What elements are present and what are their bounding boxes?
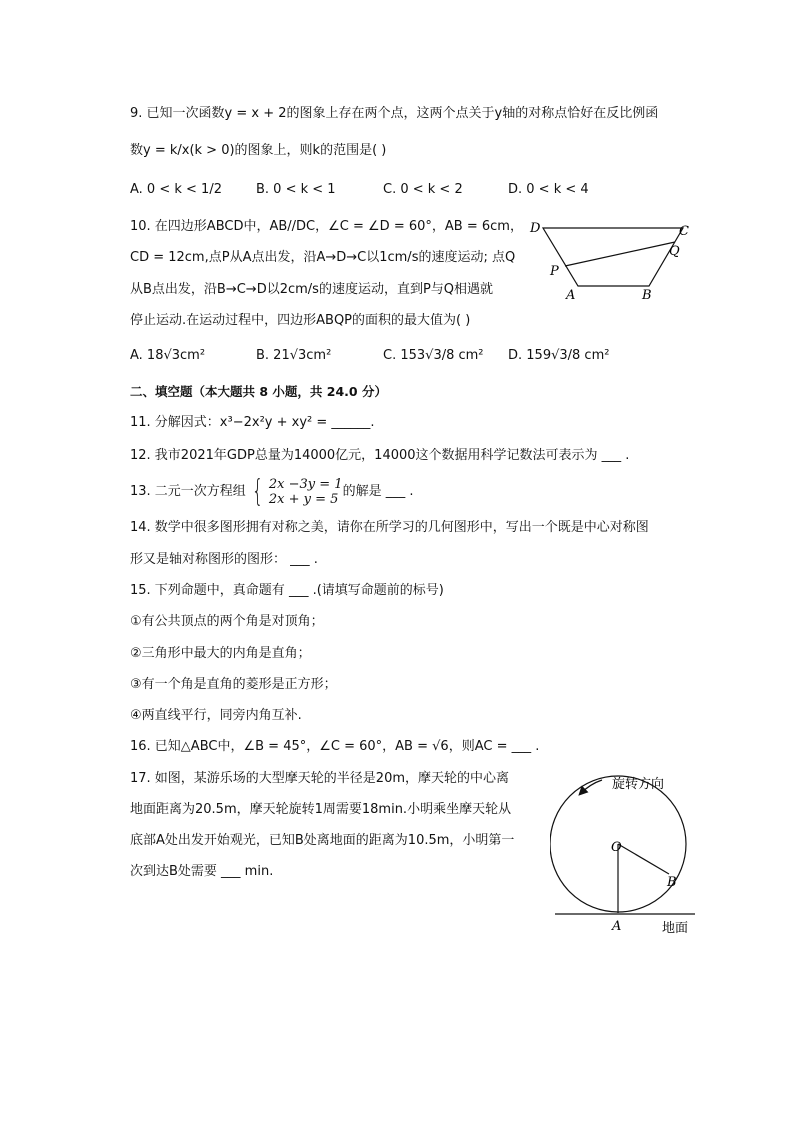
q9-option-c: C. 0 < k < 2	[383, 182, 463, 197]
q17-line1: 17. 如图，某游乐场的大型摩天轮的半径是20m，摩天轮的中心离	[130, 771, 510, 786]
q9-line1: 9. 已知一次函数y = x + 2的图象上存在两个点，这两个点关于y轴的对称点恰好在反比例函	[130, 106, 659, 121]
label-c: C	[679, 224, 689, 239]
q10-line4: 停止运动.在运动过程中，四边形ABQP的面积的最大值为( )	[130, 313, 471, 328]
label-b: B	[667, 875, 677, 890]
label-a: A	[612, 919, 622, 934]
q10-line1: 10. 在四边形ABCD中，AB//DC，∠C = ∠D = 60°，AB = 6cm，	[130, 219, 523, 234]
q14-line2: 形又是轴对称图形的图形： ___ .	[130, 552, 318, 567]
q15-item-4: ④两直线平行，同旁内角互补.	[130, 708, 302, 723]
label-q: Q	[669, 244, 680, 259]
q10-option-a: A. 18√3cm²	[130, 348, 206, 363]
q10-option-b: B. 21√3cm²	[256, 348, 332, 363]
q13-suffix: 的解是 ___ .	[342, 484, 414, 499]
section-2-header: 二、填空题（本大题共 8 小题，共 24.0 分）	[130, 384, 387, 399]
q15-item-1: ①有公共顶点的两个角是对顶角；	[130, 614, 324, 629]
q10-line2: CD = 12cm,点P从A点出发，沿A→D→C以1cm/s的速度运动; 点Q	[130, 250, 516, 265]
q15-item-3: ③有一个角是直角的菱形是正方形；	[130, 677, 337, 692]
label-a: A	[566, 288, 576, 303]
q15-item-2: ②三角形中最大的内角是直角；	[130, 646, 311, 661]
q13	[130, 474, 413, 510]
q10-option-c: C. 153√3/8 cm²	[383, 348, 484, 363]
q14-line1: 14. 数学中很多图形拥有对称之美，请你在所学习的几何图形中，写出一个既是中心对称图	[130, 520, 649, 535]
ferris-wheel-figure	[550, 770, 700, 938]
q10-line3: 从B点出发，沿B→C→D以2cm/s的速度运动，直到P与Q相遇就	[130, 282, 494, 297]
label-p: P	[550, 264, 559, 279]
ground-label: 地面	[662, 921, 689, 936]
q17-line2: 地面距离为20.5m，摩天轮旋转1周需要18min.小明乘坐摩天轮从	[130, 802, 512, 817]
q16: 16. 已知△ABC中，∠B = 45°，∠C = 60°，AB = √6，则AC = ___ .	[130, 739, 540, 754]
radius-ob	[618, 844, 669, 874]
label-d: D	[530, 221, 541, 236]
label-o: O	[611, 840, 622, 855]
trapezoid-figure	[525, 215, 700, 305]
q9-line2: 数y = k/x(k > 0)的图象上，则k的范围是( )	[130, 143, 387, 158]
q9-option-b: B. 0 < k < 1	[256, 182, 336, 197]
label-b: B	[642, 288, 652, 303]
q9-option-a: A. 0 < k < 1/2	[130, 182, 222, 197]
q15-line1: 15. 下列命题中，真命题有 ___ .(请填写命题前的标号)	[130, 583, 444, 598]
q13-eq1: 2x −3y = 1	[268, 477, 343, 492]
q13-eq2: 2x + y = 5	[268, 492, 339, 507]
q13-brace: {	[251, 474, 264, 509]
q12: 12. 我市2021年GDP总量为14000亿元，14000这个数据用科学记数法可表示为 ___ .	[130, 448, 630, 463]
rotation-direction-label: 旋转方向	[612, 777, 665, 792]
q13-system	[269, 477, 343, 507]
q10-option-d: D. 159√3/8 cm²	[508, 348, 610, 363]
q11: 11. 分解因式：x³−2x²y + xy² = ______.	[130, 415, 375, 430]
q17-line4: 次到达B处需要 ___ min.	[130, 864, 274, 879]
q9-option-d: D. 0 < k < 4	[508, 182, 589, 197]
q13-prefix: 13. 二元一次方程组	[130, 484, 246, 499]
q17-line3: 底部A处出发开始观光，已知B处离地面的距离为10.5m，小明第一	[130, 833, 515, 848]
